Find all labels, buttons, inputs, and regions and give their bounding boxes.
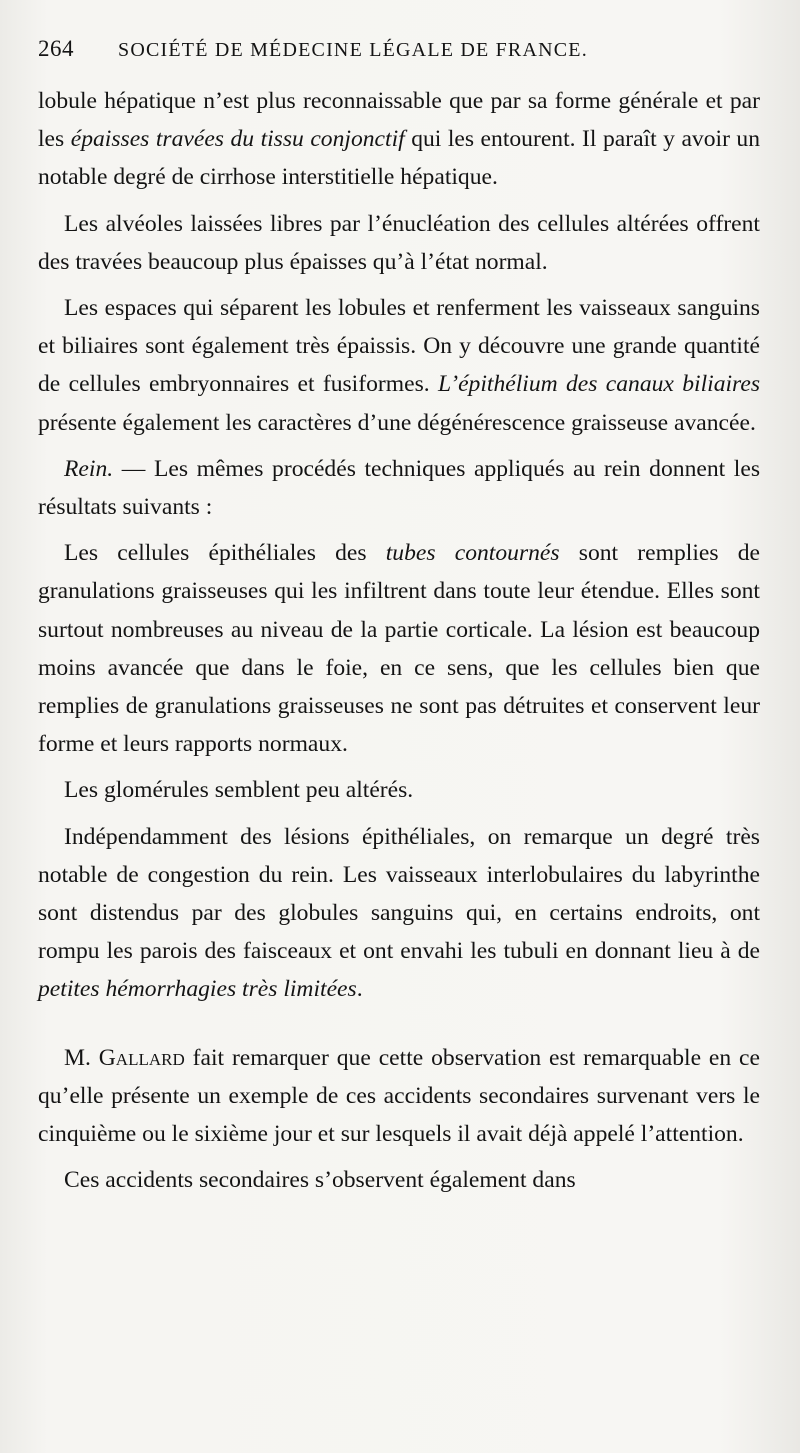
- paragraph-glomerules: Les glomérules semblent peu altérés.: [64, 777, 414, 804]
- section-gap: [38, 1017, 760, 1039]
- page-number: 264: [38, 36, 74, 61]
- text-run: qui les entourent. Il paraît y avoir un notable degré de cirrhose interstitielle hépatique.: [38, 126, 761, 191]
- paragraph-accidents: Ces accidents secondaires s’observent également dans: [64, 1167, 576, 1194]
- section-label-rein: Rein.: [64, 455, 114, 482]
- text-run: lobule hépatique n’est plus reconnaissable que par sa forme générale et par les: [38, 88, 760, 153]
- text-run: Les cellules épithéliales des: [64, 540, 386, 567]
- italic-phrase: tubes contournés: [385, 540, 560, 567]
- page-header: [38, 36, 758, 62]
- paragraph-independamment: [38, 818, 760, 1009]
- running-title: SOCIÉTÉ DE MÉDECINE LÉGALE DE FRANCE.: [118, 39, 588, 61]
- paragraph-rein: [38, 450, 760, 526]
- text-run: Les espaces qui séparent les lobules et renferment les vaisseaux sanguins et biliaires sont également très épaissis. On y découvre une grande quantité de cellules embryonnaires et fusiformes.: [38, 295, 760, 398]
- text-run: M.: [64, 1044, 99, 1071]
- body-text: [38, 82, 760, 1207]
- text-run: fait remarquer que cette observation est remarquable en ce qu’elle présente un exemple de ces accidents secondaires survenant vers le cinquième ou le sixième jour et sur lesquels il avait déjà appelé l’attention.: [38, 1044, 761, 1148]
- text-run: sont remplies de granulations graisseuses qui les infiltrent dans toute leur étendue. Elles sont surtout nombreuses au niveau de la partie corticale. La lésion est beaucoup moins avancée que dans le foie, en ce sens, que les cellules bien que remplies de granulations graisseuses ne sont pas détruites et conservent leur forme et leurs rapports normaux.: [38, 540, 760, 758]
- italic-phrase: petites hémorrhagies très limitées: [38, 976, 357, 1003]
- speaker-name: Gallard: [98, 1044, 185, 1071]
- paragraph-liver-lobule: [38, 82, 760, 197]
- paragraph-alveoles: Les alvéoles laissées libres par l’énucléation des cellules altérées offrent des travées beaucoup plus épaisses qu’à l’état normal.: [38, 210, 760, 275]
- text-run: — Les mêmes procédés techniques appliqués au rein donnent les résultats suivants :: [38, 455, 760, 521]
- italic-phrase: épaisses travées du tissu conjonctif: [70, 126, 405, 153]
- paragraph-espaces: [38, 289, 760, 442]
- text-run: Indépendamment des lésions épithéliales, on remarque un degré très notable de congestion du rein. Les vaisseaux interlobulaires du labyrinthe sont distendus par des globules sanguins qui, en certains endroits, ont rompu les parois des faisceaux et ont envahi les tubuli en donnant lieu à de: [38, 823, 760, 965]
- paragraph-gallard: [38, 1039, 760, 1154]
- italic-phrase: L’épithélium des canaux biliaires: [437, 371, 761, 398]
- paragraph-cellules: [38, 534, 760, 763]
- text-run: .: [356, 976, 363, 1003]
- text-run: présente également les caractères d’une dégénérescence graisseuse avancée.: [38, 409, 756, 436]
